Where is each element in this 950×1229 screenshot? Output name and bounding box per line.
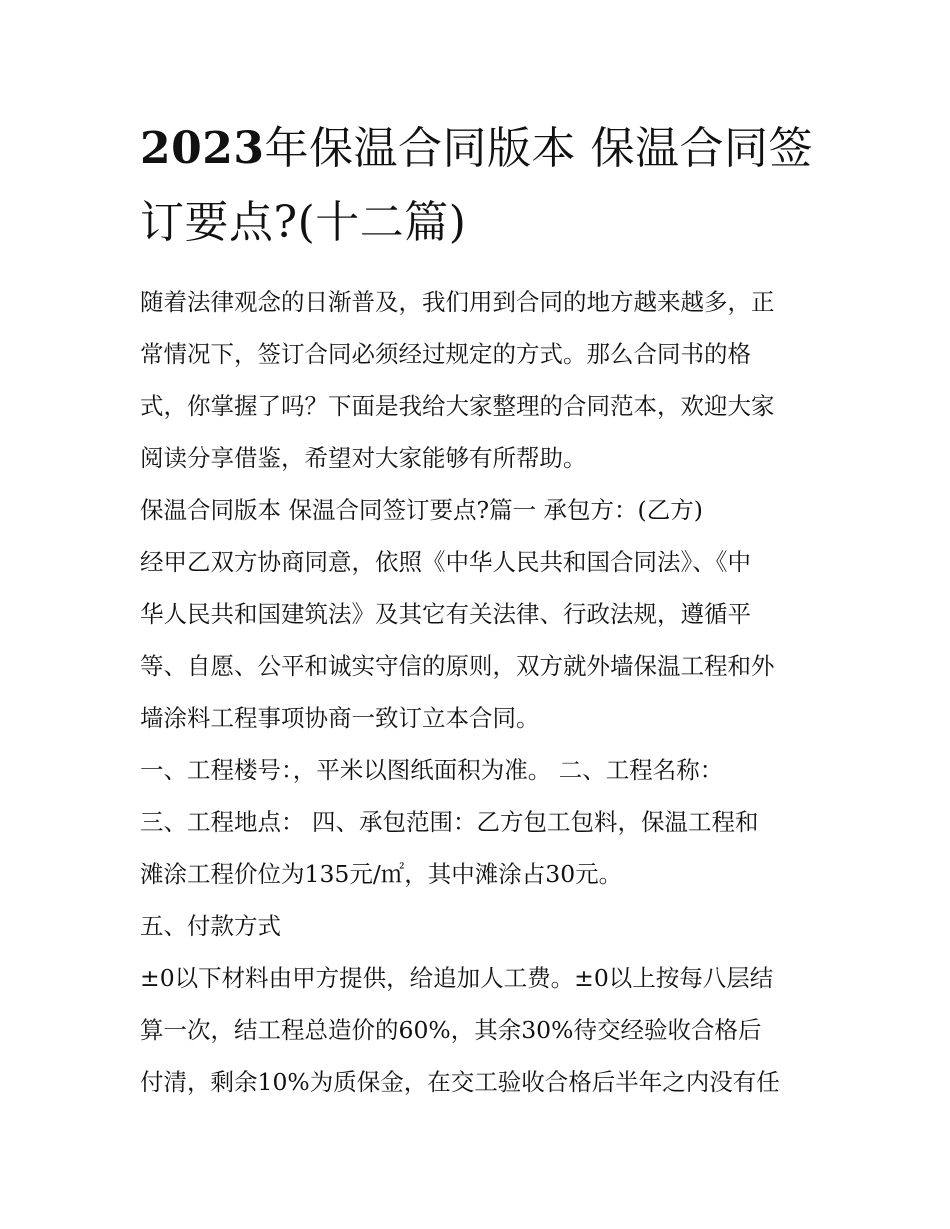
clause-line: 三、工程地点： 四、承包范围：乙方包工包料，保温工程和 — [140, 808, 759, 836]
paragraph-line: 墙涂料工程事项协商一致订立本合同。 — [140, 704, 540, 732]
paragraph-line: 常情况下，签订合同必须经过规定的方式。那么合同书的格 — [140, 340, 751, 368]
title-text: 年保温合同版本 保温合同签订要点?(十二篇) — [140, 123, 813, 248]
document-body — [140, 276, 820, 1108]
section-heading-line: 保温合同版本 保温合同签订要点?篇一 承包方：(乙方) — [140, 496, 703, 524]
clause-line: 付清，剩余10%为质保金，在交工验收合格后半年之内没有任 — [140, 1068, 780, 1096]
paragraph-line: 经甲乙双方协商同意，依照《中华人民共和国合同法》、《中 — [140, 548, 751, 576]
clause-line: 算一次，结工程总造价的60%，其余30%待交经验收合格后 — [140, 1016, 762, 1044]
paragraph-line: 等、自愿、公平和诚实守信的原则，双方就外墙保温工程和外 — [140, 652, 775, 680]
document-title — [140, 112, 820, 260]
clause-line: ±0以下材料由甲方提供，给追加人工费。±0以上按每八层结 — [140, 964, 774, 992]
paragraph-line: 阅读分享借鉴，希望对大家能够有所帮助。 — [140, 444, 587, 472]
clause-line: 滩涂工程价位为135元/㎡，其中滩涂占30元。 — [140, 860, 623, 888]
clause-heading-line: 五、付款方式 — [140, 912, 281, 940]
title-year: 2023 — [140, 123, 265, 174]
clause-line: 一、工程楼号：，平米以图纸面积为准。 二、工程名称： — [140, 756, 724, 784]
paragraph-line: 式，你掌握了吗？下面是我给大家整理的合同范本，欢迎大家 — [140, 392, 775, 420]
paragraph-line: 随着法律观念的日渐普及，我们用到合同的地方越来越多，正 — [140, 288, 775, 316]
paragraph-line: 华人民共和国建筑法》及其它有关法律、行政法规，遵循平 — [140, 600, 751, 628]
